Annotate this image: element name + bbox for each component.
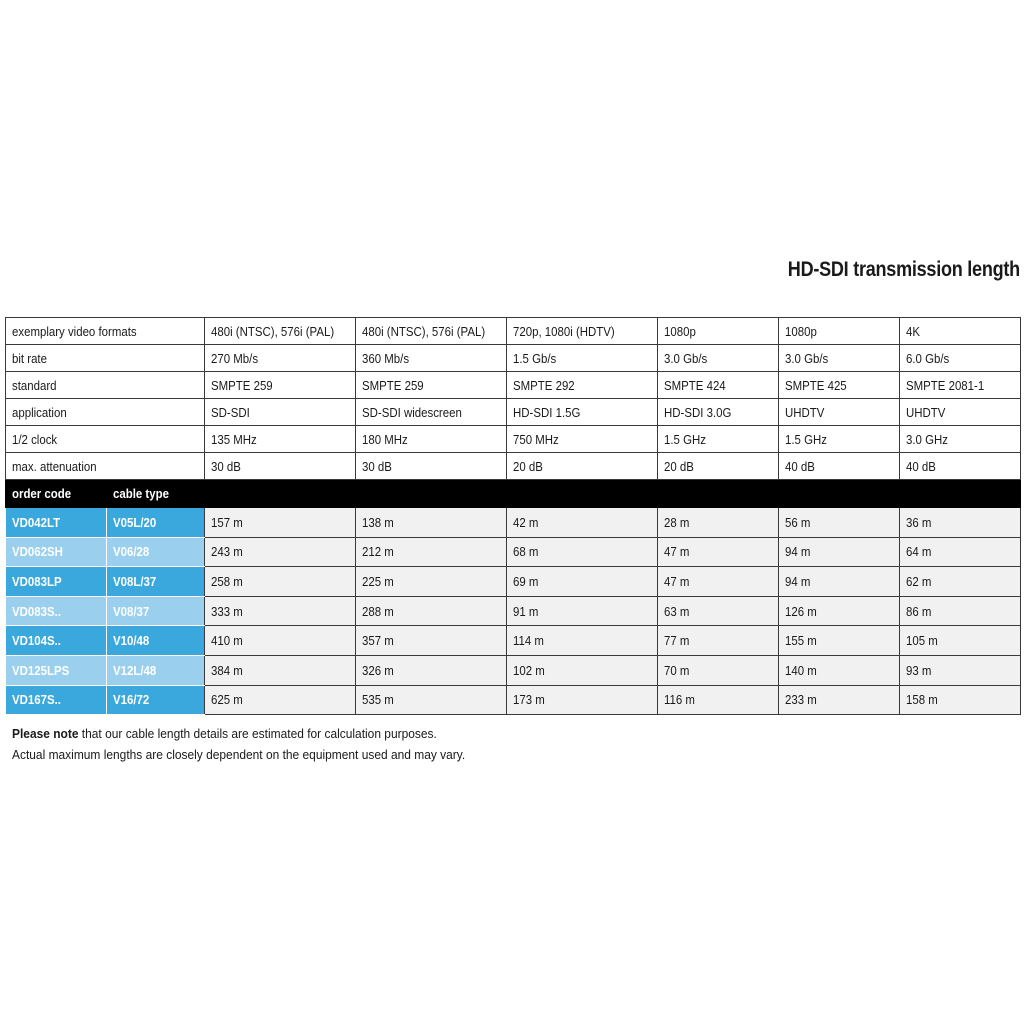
spec-cell-text: 480i (NTSC), 576i (PAL)	[362, 323, 486, 339]
length-cell-text: 47 m	[664, 573, 690, 589]
length-cell-text: 116 m	[664, 692, 695, 708]
spec-cell	[900, 399, 1021, 426]
spec-cell-text: UHDTV	[906, 404, 946, 420]
length-cell	[507, 626, 658, 656]
spec-row	[6, 318, 1021, 345]
order-code-cell	[6, 626, 107, 656]
length-cell	[900, 655, 1021, 685]
length-cell-text: 126 m	[785, 603, 817, 619]
spec-cell	[507, 372, 658, 399]
cable-type-cell-text: V06/28	[113, 544, 150, 560]
length-cell	[658, 655, 779, 685]
length-cell	[658, 596, 779, 626]
spec-cell	[658, 318, 779, 345]
length-cell	[356, 508, 507, 538]
spec-cell-text: 20 dB	[513, 458, 543, 474]
spec-label	[6, 399, 205, 426]
order-code-cell-text: VD083LP	[12, 573, 62, 589]
spec-cell	[658, 453, 779, 480]
length-cell-text: 157 m	[211, 514, 243, 530]
cable-type-cell-text: V08/37	[113, 603, 150, 619]
length-cell	[356, 655, 507, 685]
spec-cell-text: 270 Mb/s	[211, 350, 259, 366]
spec-cell	[779, 426, 900, 453]
transmission-length-table	[5, 317, 1021, 715]
length-cell-text: 243 m	[211, 544, 243, 560]
length-cell-text: 357 m	[362, 633, 394, 649]
length-cell-text: 94 m	[785, 573, 811, 589]
spec-cell-text: 360 Mb/s	[362, 350, 410, 366]
length-cell-text: 625 m	[211, 692, 243, 708]
spec-cell	[779, 453, 900, 480]
length-cell	[205, 626, 356, 656]
spec-cell-text: SMPTE 2081-1	[906, 377, 985, 393]
length-cell-text: 384 m	[211, 662, 243, 678]
spec-cell-text: 1.5 GHz	[664, 431, 706, 447]
spec-cell-text: 720p, 1080i (HDTV)	[513, 323, 615, 339]
order-code-cell	[6, 508, 107, 538]
cable-type-cell-text: V12L/48	[113, 662, 157, 678]
spec-label	[6, 345, 205, 372]
spec-cell-text: SMPTE 259	[211, 377, 273, 393]
length-cell-text: 138 m	[362, 514, 394, 530]
cable-type-cell-text: V08L/37	[113, 573, 157, 589]
spec-cell	[658, 372, 779, 399]
length-cell-text: 36 m	[906, 514, 932, 530]
length-cell-text: 288 m	[362, 603, 394, 619]
table-row	[6, 626, 1021, 656]
table-row	[6, 685, 1021, 715]
spec-cell	[205, 453, 356, 480]
spec-cell	[356, 318, 507, 345]
spec-cell-text: 40 dB	[785, 458, 815, 474]
length-cell-text: 410 m	[211, 633, 243, 649]
order-code-cell-text: VD042LT	[12, 514, 61, 530]
spec-label-text: application	[12, 404, 67, 420]
spec-cell-text: 20 dB	[664, 458, 694, 474]
spec-label	[6, 453, 205, 480]
length-cell-text: 158 m	[906, 692, 938, 708]
spec-row	[6, 399, 1021, 426]
table-row	[6, 508, 1021, 538]
length-cell-text: 70 m	[664, 662, 690, 678]
footnote-line-2: Actual maximum lengths are closely dependent on the equipment used and may vary.	[12, 747, 466, 762]
length-cell	[779, 596, 900, 626]
spec-cell	[356, 453, 507, 480]
length-cell	[356, 537, 507, 567]
order-code-cell-text: VD083S..	[12, 603, 61, 619]
order-code-cell-text: VD104S..	[12, 633, 61, 649]
table-row	[6, 596, 1021, 626]
spec-label-text: max. attenuation	[12, 458, 97, 474]
cable-type-cell-text: V05L/20	[113, 514, 157, 530]
length-cell-text: 258 m	[211, 573, 243, 589]
cable-type-cell-text: V10/48	[113, 633, 150, 649]
spec-cell-text: 180 MHz	[362, 431, 408, 447]
length-cell	[779, 567, 900, 597]
length-cell	[205, 537, 356, 567]
table-row	[6, 537, 1021, 567]
spec-cell-text: SMPTE 424	[664, 377, 726, 393]
length-cell	[658, 567, 779, 597]
spec-cell-text: SMPTE 425	[785, 377, 847, 393]
length-cell-text: 91 m	[513, 603, 539, 619]
length-cell-text: 47 m	[664, 544, 690, 560]
length-cell	[779, 685, 900, 715]
length-cell	[779, 537, 900, 567]
spec-cell	[507, 318, 658, 345]
order-code-cell	[6, 596, 107, 626]
spec-cell	[507, 345, 658, 372]
length-cell	[507, 508, 658, 538]
spec-cell-text: HD-SDI 3.0G	[664, 404, 732, 420]
length-cell	[900, 508, 1021, 538]
spec-cell	[356, 372, 507, 399]
spec-cell	[205, 399, 356, 426]
cable-type-header	[107, 480, 205, 508]
footnote-bold: Please note	[12, 726, 79, 741]
spec-label-text: standard	[12, 377, 57, 393]
length-cell	[507, 567, 658, 597]
spec-cell-text: 6.0 Gb/s	[906, 350, 950, 366]
spec-cell-text: 1.5 GHz	[785, 431, 827, 447]
spec-row	[6, 453, 1021, 480]
spec-cell	[779, 399, 900, 426]
length-cell	[356, 685, 507, 715]
length-cell	[507, 655, 658, 685]
spec-cell-text: 135 MHz	[211, 431, 257, 447]
length-cell-text: 77 m	[664, 633, 690, 649]
spec-cell	[205, 345, 356, 372]
length-cell	[356, 626, 507, 656]
order-code-cell	[6, 685, 107, 715]
length-cell	[779, 626, 900, 656]
cable-type-cell	[107, 655, 205, 685]
length-cell-text: 326 m	[362, 662, 394, 678]
length-cell	[900, 567, 1021, 597]
cable-type-cell	[107, 567, 205, 597]
spec-cell-text: SMPTE 259	[362, 377, 424, 393]
spec-cell	[900, 372, 1021, 399]
spec-cell	[900, 453, 1021, 480]
length-cell	[658, 626, 779, 656]
cable-type-cell	[107, 508, 205, 538]
cable-type-header-text: cable type	[113, 486, 169, 501]
order-code-cell	[6, 567, 107, 597]
spec-cell	[356, 426, 507, 453]
length-cell-text: 333 m	[211, 603, 243, 619]
footnote	[12, 723, 505, 765]
footnote-text-1: that our cable length details are estimated for calculation purposes.	[78, 726, 437, 741]
spec-cell-text: 4K	[906, 323, 920, 339]
length-cell	[507, 596, 658, 626]
spec-row	[6, 426, 1021, 453]
spec-cell-text: 480i (NTSC), 576i (PAL)	[211, 323, 335, 339]
length-cell-text: 63 m	[664, 603, 690, 619]
length-cell	[658, 537, 779, 567]
length-cell-text: 233 m	[785, 692, 817, 708]
spec-cell	[900, 426, 1021, 453]
spec-cell	[507, 426, 658, 453]
page-title: HD-SDI transmission length	[787, 258, 1020, 281]
length-cell	[507, 537, 658, 567]
length-cell	[205, 567, 356, 597]
order-code-cell-text: VD167S..	[12, 692, 61, 708]
spec-cell-text: SD-SDI widescreen	[362, 404, 462, 420]
spec-cell-text: 3.0 Gb/s	[664, 350, 708, 366]
spec-cell	[205, 426, 356, 453]
length-cell-text: 114 m	[513, 633, 544, 649]
length-cell-text: 64 m	[906, 544, 932, 560]
spec-cell	[658, 426, 779, 453]
length-cell-text: 56 m	[785, 514, 811, 530]
spec-cell	[658, 345, 779, 372]
length-cell	[356, 567, 507, 597]
length-cell-text: 140 m	[785, 662, 817, 678]
spec-label-text: exemplary video formats	[12, 323, 137, 339]
order-code-cell-text: VD062SH	[12, 544, 63, 560]
length-cell	[779, 655, 900, 685]
spec-cell	[779, 372, 900, 399]
length-cell-text: 94 m	[785, 544, 811, 560]
spec-cell-text: 1080p	[664, 323, 696, 339]
spec-cell-text: 3.0 GHz	[906, 431, 948, 447]
spec-cell-text: 3.0 Gb/s	[785, 350, 829, 366]
spec-label-text: bit rate	[12, 350, 47, 366]
order-code-cell	[6, 655, 107, 685]
length-cell	[900, 626, 1021, 656]
spec-row	[6, 345, 1021, 372]
spec-cell	[205, 372, 356, 399]
spec-cell-text: 30 dB	[211, 458, 241, 474]
length-cell-text: 42 m	[513, 514, 539, 530]
spec-row	[6, 372, 1021, 399]
table-row	[6, 655, 1021, 685]
spec-cell	[205, 318, 356, 345]
spec-cell-text: 40 dB	[906, 458, 936, 474]
length-cell	[900, 685, 1021, 715]
spec-cell-text: 30 dB	[362, 458, 392, 474]
length-cell	[658, 508, 779, 538]
table-row	[6, 567, 1021, 597]
length-cell	[205, 508, 356, 538]
spec-cell	[779, 318, 900, 345]
order-code-header-text: order code	[12, 486, 72, 501]
spec-label	[6, 426, 205, 453]
spec-cell-text: HD-SDI 1.5G	[513, 404, 581, 420]
spec-cell	[779, 345, 900, 372]
spec-cell	[900, 318, 1021, 345]
length-cell-text: 69 m	[513, 573, 539, 589]
spec-cell-text: 1080p	[785, 323, 817, 339]
length-cell-text: 102 m	[513, 662, 545, 678]
length-cell-text: 86 m	[906, 603, 932, 619]
length-cell	[658, 685, 779, 715]
spec-label	[6, 372, 205, 399]
cable-type-cell	[107, 685, 205, 715]
length-cell	[900, 596, 1021, 626]
table-header-row	[6, 480, 1021, 508]
length-cell-text: 93 m	[906, 662, 932, 678]
spec-cell	[356, 399, 507, 426]
spec-label-text: 1/2 clock	[12, 431, 58, 447]
length-cell	[356, 596, 507, 626]
cable-type-cell-text: V16/72	[113, 692, 150, 708]
length-cell	[205, 596, 356, 626]
length-cell	[779, 508, 900, 538]
spec-cell-text: SMPTE 292	[513, 377, 575, 393]
spec-cell	[507, 399, 658, 426]
spec-cell-text: SD-SDI	[211, 404, 250, 420]
length-cell	[205, 685, 356, 715]
length-cell-text: 535 m	[362, 692, 394, 708]
spec-cell	[507, 453, 658, 480]
header-filler	[205, 480, 1021, 508]
length-cell-text: 173 m	[513, 692, 545, 708]
cable-type-cell	[107, 537, 205, 567]
footnote-line-1	[12, 723, 465, 744]
spec-cell-text: UHDTV	[785, 404, 825, 420]
cable-type-cell	[107, 626, 205, 656]
spec-cell-text: 750 MHz	[513, 431, 559, 447]
spec-cell	[900, 345, 1021, 372]
length-cell-text: 68 m	[513, 544, 539, 560]
length-cell	[900, 537, 1021, 567]
spec-cell	[658, 399, 779, 426]
length-cell-text: 155 m	[785, 633, 817, 649]
length-cell	[205, 655, 356, 685]
spec-label	[6, 318, 205, 345]
spec-cell-text: 1.5 Gb/s	[513, 350, 557, 366]
length-cell-text: 28 m	[664, 514, 690, 530]
length-cell-text: 225 m	[362, 573, 394, 589]
spec-cell	[356, 345, 507, 372]
order-code-cell-text: VD125LPS	[12, 662, 70, 678]
cable-type-cell	[107, 596, 205, 626]
length-cell-text: 212 m	[362, 544, 394, 560]
length-cell	[507, 685, 658, 715]
order-code-header	[6, 480, 107, 508]
length-cell-text: 62 m	[906, 573, 932, 589]
length-cell-text: 105 m	[906, 633, 938, 649]
order-code-cell	[6, 537, 107, 567]
